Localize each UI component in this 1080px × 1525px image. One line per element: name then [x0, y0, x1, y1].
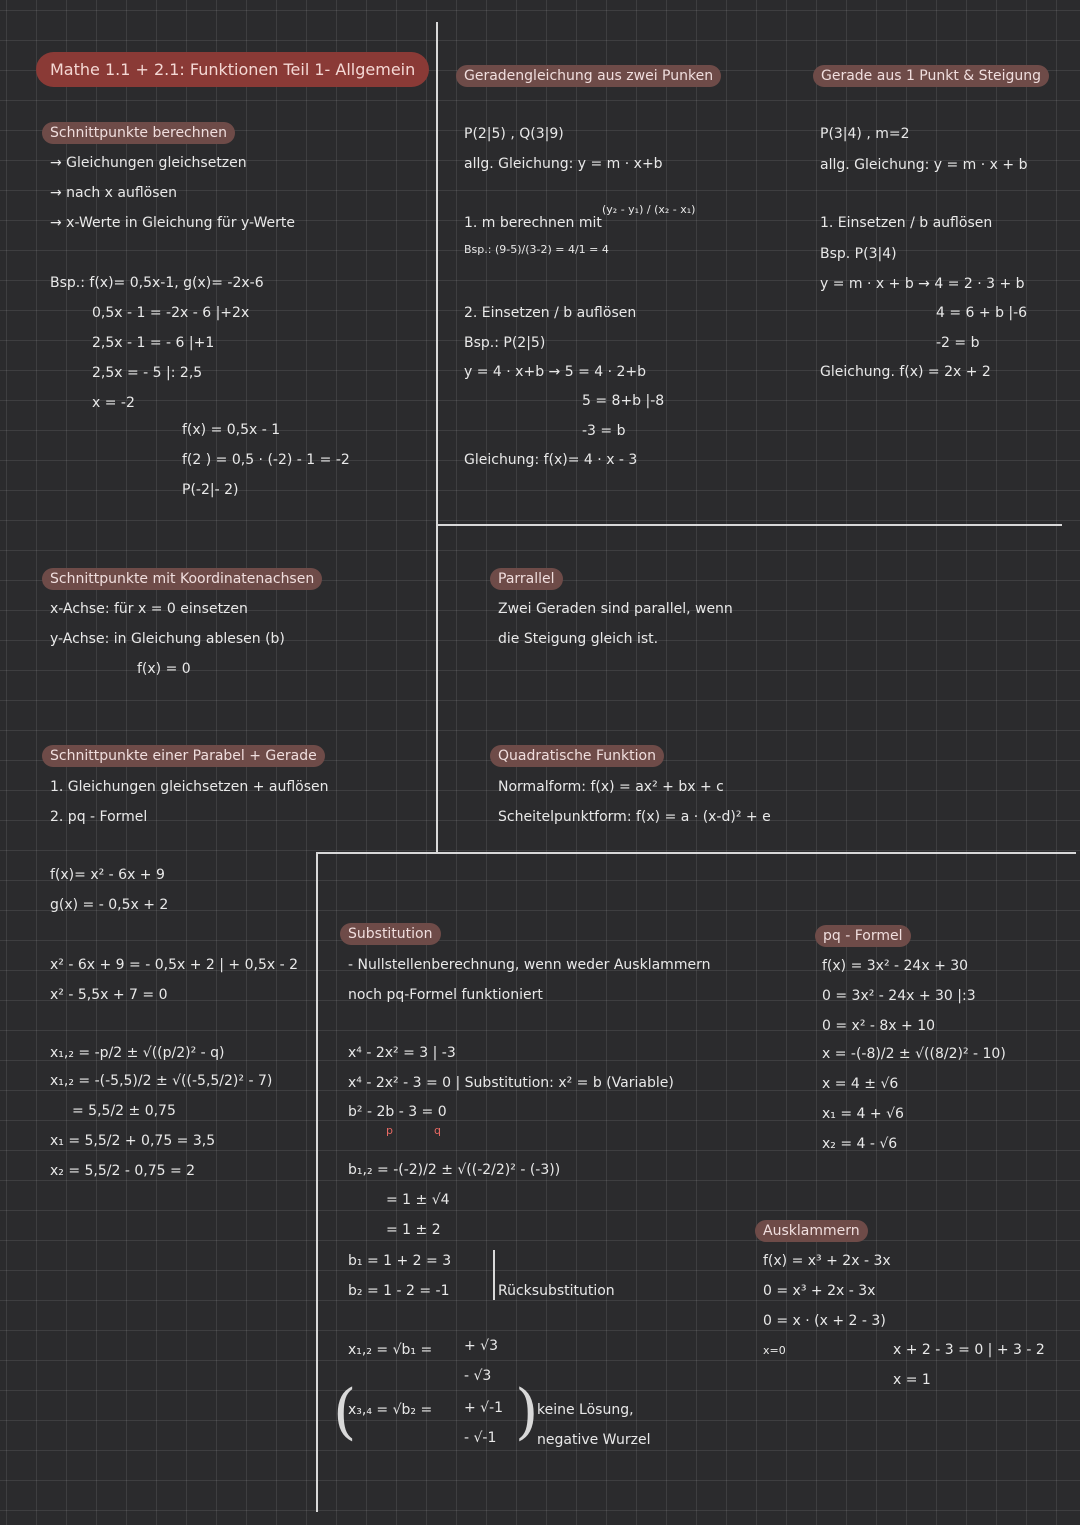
pq-line: f(x) = 3x² - 24x + 30: [822, 958, 969, 974]
example-line: x² - 5,5x + 7 = 0: [50, 987, 168, 1003]
section-heading-quadratisch: Quadratische Funktion: [490, 745, 664, 767]
example-line: f(x) = 0,5x - 1: [182, 422, 281, 438]
subst-line: b₂ = 1 - 2 = -1: [348, 1283, 450, 1299]
zwei-line: y = 4 · x+b → 5 = 4 · 2+b: [464, 364, 647, 380]
example-line: = 5,5/2 ± 0,75: [72, 1103, 176, 1119]
zwei-line: allg. Gleichung: y = m · x+b: [464, 156, 663, 172]
pq-line: x₂ = 4 - √6: [822, 1136, 898, 1152]
subst-line: - √3: [464, 1368, 492, 1384]
example-line: f(2 ) = 0,5 · (-2) - 1 = -2: [182, 452, 350, 468]
zwei-line: Bsp.: P(2|5): [464, 335, 546, 351]
example-line: 2,5x - 1 = - 6 |+1: [92, 335, 215, 351]
section-heading-steigung: Gerade aus 1 Punkt & Steigung: [813, 65, 1049, 87]
step-line: → nach x auflösen: [50, 185, 178, 201]
example-line: x = -2: [92, 395, 135, 411]
aus-line: x + 2 - 3 = 0 | + 3 - 2: [893, 1342, 1045, 1358]
example-line: x₁ = 5,5/2 + 0,75 = 3,5: [50, 1133, 216, 1149]
subst-line: - Nullstellenberechnung, wenn weder Ausklammern: [348, 957, 711, 973]
aus-line: x=0: [763, 1344, 786, 1357]
example-line: x₁,₂ = -p/2 ± √((p/2)² - q): [50, 1045, 225, 1061]
pq-line: x = -(-8)/2 ± √((8/2)² - 10): [822, 1046, 1006, 1062]
divider-horizontal-bottom: [316, 852, 1076, 854]
example-line: f(x)= x² - 6x + 9: [50, 867, 165, 883]
zwei-line: 1. m berechnen mit: [464, 215, 602, 231]
achsen-line: y-Achse: in Gleichung ablesen (b): [50, 631, 285, 647]
subst-line: x₃,₄ = √b₂ =: [348, 1402, 433, 1418]
subst-line: = 1 ± 2: [386, 1222, 441, 1238]
example-line: x² - 6x + 9 = - 0,5x + 2 | + 0,5x - 2: [50, 957, 299, 973]
steig-line: -2 = b: [936, 335, 980, 351]
steig-line: 1. Einsetzen / b auflösen: [820, 215, 993, 231]
zwei-fraction: (y₂ - y₁) / (x₂ - x₁): [602, 203, 696, 216]
section-heading-parallel: Parrallel: [490, 568, 563, 590]
zwei-line: 2. Einsetzen / b auflösen: [464, 305, 637, 321]
subst-line: x⁴ - 2x² - 3 = 0 | Substitution: x² = b (Variable): [348, 1075, 674, 1091]
aus-line: 0 = x³ + 2x - 3x: [763, 1283, 876, 1299]
subst-line: + √3: [464, 1338, 499, 1354]
subst-line: = 1 ± √4: [386, 1192, 450, 1208]
section-heading-achsen: Schnittpunkte mit Koordinatenachsen: [42, 568, 322, 590]
subst-line: + √-1: [464, 1400, 504, 1416]
parallel-line: Zwei Geraden sind parallel, wenn: [498, 601, 733, 617]
example-line: 2,5x = - 5 |: 2,5: [92, 365, 203, 381]
ruecksub-bar: [493, 1250, 495, 1300]
subst-line: x₁,₂ = √b₁ =: [348, 1342, 433, 1358]
example-line: Bsp.: f(x)= 0,5x-1, g(x)= -2x-6: [50, 275, 264, 291]
steig-line: allg. Gleichung: y = m · x + b: [820, 157, 1028, 173]
aus-line: f(x) = x³ + 2x - 3x: [763, 1253, 891, 1269]
divider-vertical-bottom: [316, 852, 318, 1512]
aus-line: x = 1: [893, 1372, 931, 1388]
subst-line: b₁ = 1 + 2 = 3: [348, 1253, 452, 1269]
page-title: Mathe 1.1 + 2.1: Funktionen Teil 1- Allgemein: [36, 52, 429, 87]
example-line: x₁,₂ = -(-5,5)/2 ± √((-5,5/2)² - 7): [50, 1073, 273, 1089]
section-heading-ausklammern: Ausklammern: [755, 1220, 868, 1242]
left-paren: (: [333, 1377, 357, 1447]
zwei-line: P(2|5) , Q(3|9): [464, 126, 564, 142]
subst-label-q: q: [434, 1124, 441, 1137]
steig-line: Gleichung. f(x) = 2x + 2: [820, 364, 991, 380]
step-line: 1. Gleichungen gleichsetzen + auflösen: [50, 779, 329, 795]
zwei-line: 5 = 8+b |-8: [582, 393, 665, 409]
section-heading-parabel: Schnittpunkte einer Parabel + Gerade: [42, 745, 325, 767]
subst-line: negative Wurzel: [537, 1432, 651, 1448]
quad-line: Scheitelpunktform: f(x) = a · (x-d)² + e: [498, 809, 771, 825]
subst-line: noch pq-Formel funktioniert: [348, 987, 543, 1003]
steig-line: 4 = 6 + b |-6: [936, 305, 1028, 321]
example-line: 0,5x - 1 = -2x - 6 |+2x: [92, 305, 250, 321]
step-line: 2. pq - Formel: [50, 809, 148, 825]
zwei-line: Bsp.: (9-5)/(3-2) = 4/1 = 4: [464, 243, 609, 256]
quad-line: Normalform: f(x) = ax² + bx + c: [498, 779, 724, 795]
step-line: → x-Werte in Gleichung für y-Werte: [50, 215, 296, 231]
subst-line: Rücksubstitution: [498, 1283, 615, 1299]
section-heading-pq: pq - Formel: [815, 925, 911, 947]
steig-line: y = m · x + b → 4 = 2 · 3 + b: [820, 276, 1025, 292]
section-heading-schnittpunkte: Schnittpunkte berechnen: [42, 122, 235, 144]
section-heading-zwei-punkte: Geradengleichung aus zwei Punken: [456, 65, 721, 87]
achsen-line: x-Achse: für x = 0 einsetzen: [50, 601, 248, 617]
subst-line: - √-1: [464, 1430, 497, 1446]
subst-line: b² - 2b - 3 = 0: [348, 1104, 447, 1120]
aus-line: 0 = x · (x + 2 - 3): [763, 1313, 886, 1329]
subst-line: x⁴ - 2x² = 3 | -3: [348, 1045, 456, 1061]
subst-label-p: p: [386, 1124, 393, 1137]
divider-horizontal-right: [437, 524, 1062, 526]
zwei-line: Gleichung: f(x)= 4 · x - 3: [464, 452, 638, 468]
pq-line: x₁ = 4 + √6: [822, 1106, 904, 1122]
pq-line: x = 4 ± √6: [822, 1076, 899, 1092]
pq-line: 0 = 3x² - 24x + 30 |:3: [822, 988, 976, 1004]
example-line: P(-2|- 2): [182, 482, 239, 498]
steig-line: Bsp. P(3|4): [820, 246, 897, 262]
right-paren: ): [515, 1377, 539, 1447]
pq-line: 0 = x² - 8x + 10: [822, 1018, 936, 1034]
example-line: g(x) = - 0,5x + 2: [50, 897, 169, 913]
parallel-line: die Steigung gleich ist.: [498, 631, 659, 647]
steig-line: P(3|4) , m=2: [820, 126, 910, 142]
subst-line: b₁,₂ = -(-2)/2 ± √((-2/2)² - (-3)): [348, 1162, 561, 1178]
section-heading-substitution: Substitution: [340, 923, 441, 945]
step-line: → Gleichungen gleichsetzen: [50, 155, 247, 171]
example-line: x₂ = 5,5/2 - 0,75 = 2: [50, 1163, 196, 1179]
zwei-line: -3 = b: [582, 423, 626, 439]
achsen-line: f(x) = 0: [137, 661, 191, 677]
subst-line: keine Lösung,: [537, 1402, 634, 1418]
divider-vertical-top: [436, 22, 438, 852]
